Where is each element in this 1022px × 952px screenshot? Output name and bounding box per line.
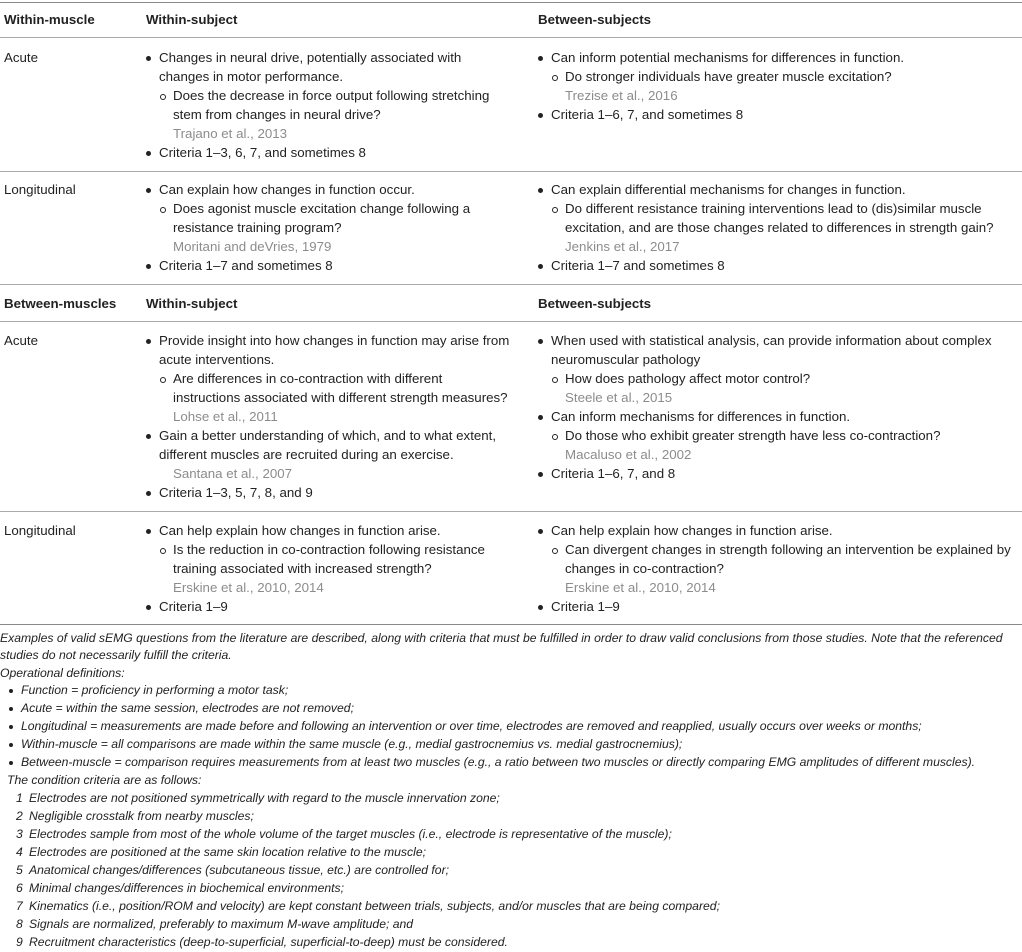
criterion-number: 4 — [16, 845, 23, 859]
criterion-number: 5 — [16, 863, 23, 877]
reference: Macaluso et al., 2002 — [565, 447, 692, 462]
reference: Trajano et al., 2013 — [173, 126, 288, 141]
table-rule — [0, 37, 1022, 38]
column-header-between-subjects: Between-subjects — [538, 12, 652, 27]
reference: Santana et al., 2007 — [173, 466, 293, 481]
row-label: Longitudinal — [4, 182, 76, 197]
criterion-text: Signals are normalized, preferably to maximum M-wave amplitude; and — [29, 917, 414, 931]
criterion-text: Kinematics (i.e., position/ROM and velocity) are kept constant between trials, subjects, and/or muscles that are being compared; — [29, 899, 720, 913]
definition-item: Within-muscle = all comparisons are made within the same muscle (e.g., medial gastrocnemius vs. medial gastrocnemius); — [21, 737, 683, 751]
footnote-intro: studies do not necessarily fulfill the criteria. — [0, 648, 232, 662]
criterion-number: 7 — [16, 899, 23, 913]
reference: Moritani and deVries, 1979 — [173, 239, 332, 254]
definition-item: Function = proficiency in performing a motor task; — [21, 683, 289, 697]
criterion-text: Electrodes are not positioned symmetrically with regard to the muscle innervation zone; — [29, 791, 500, 805]
criterion-number: 9 — [16, 935, 23, 949]
table-rule — [0, 2, 1022, 3]
criterion-text: Recruitment characteristics (deep-to-superficial, superficial-to-deep) must be considered. — [29, 935, 508, 949]
row-label: Acute — [4, 50, 39, 65]
operational-definitions-title: Operational definitions: — [0, 666, 125, 680]
table-rule — [0, 624, 1022, 625]
criterion-text: Electrodes sample from most of the whole volume of the target muscles (i.e., electrode is representative of the muscle); — [29, 827, 672, 841]
table-rule — [0, 171, 1022, 172]
criterion-number: 6 — [16, 881, 23, 895]
reference: Lohse et al., 2011 — [173, 409, 278, 424]
reference: Trezise et al., 2016 — [565, 88, 678, 103]
reference: Jenkins et al., 2017 — [565, 239, 680, 254]
row-label: Acute — [4, 333, 39, 348]
footnote-intro: Examples of valid sEMG questions from the literature are described, along with criteria that must be fulfilled in order to draw valid conclusions from those studies. Note that the referenced — [0, 631, 1003, 645]
reference: Erskine et al., 2010, 2014 — [173, 580, 324, 595]
reference: Erskine et al., 2010, 2014 — [565, 580, 716, 595]
definition-item: Acute = within the same session, electrodes are not removed; — [21, 701, 354, 715]
column-header-within-subject: Within-subject — [146, 12, 238, 27]
criterion-text: Negligible crosstalk from nearby muscles; — [29, 809, 254, 823]
criterion-text: Minimal changes/differences in biochemical environments; — [29, 881, 344, 895]
criterion-number: 3 — [16, 827, 23, 841]
table-rule — [0, 284, 1022, 285]
row-label: Longitudinal — [4, 523, 76, 538]
table-rule — [0, 511, 1022, 512]
criteria-title: The condition criteria are as follows: — [7, 773, 202, 787]
criterion-number: 8 — [16, 917, 23, 931]
criterion-text: Anatomical changes/differences (subcutaneous tissue, etc.) are controlled for; — [29, 863, 450, 877]
column-header-between-subjects: Between-subjects — [538, 296, 652, 311]
criterion-number: 2 — [16, 809, 23, 823]
criterion-text: Electrodes are positioned at the same skin location relative to the muscle; — [29, 845, 426, 859]
column-header-within-subject: Within-subject — [146, 296, 238, 311]
reference: Steele et al., 2015 — [565, 390, 673, 405]
criterion-number: 1 — [16, 791, 23, 805]
table-rule — [0, 321, 1022, 322]
section-header-within-muscle: Within-muscle — [4, 12, 95, 27]
section-header-between-muscles: Between-muscles — [4, 296, 117, 311]
definition-item: Longitudinal = measurements are made before and following an intervention or over time, electrodes are removed and reapplied, usually occurs over weeks or months; — [21, 719, 922, 733]
definition-item: Between-muscle = comparison requires measurements from at least two muscles (e.g., a ratio between two muscles or directly comparing EMG amplitudes of different muscles). — [21, 755, 976, 769]
